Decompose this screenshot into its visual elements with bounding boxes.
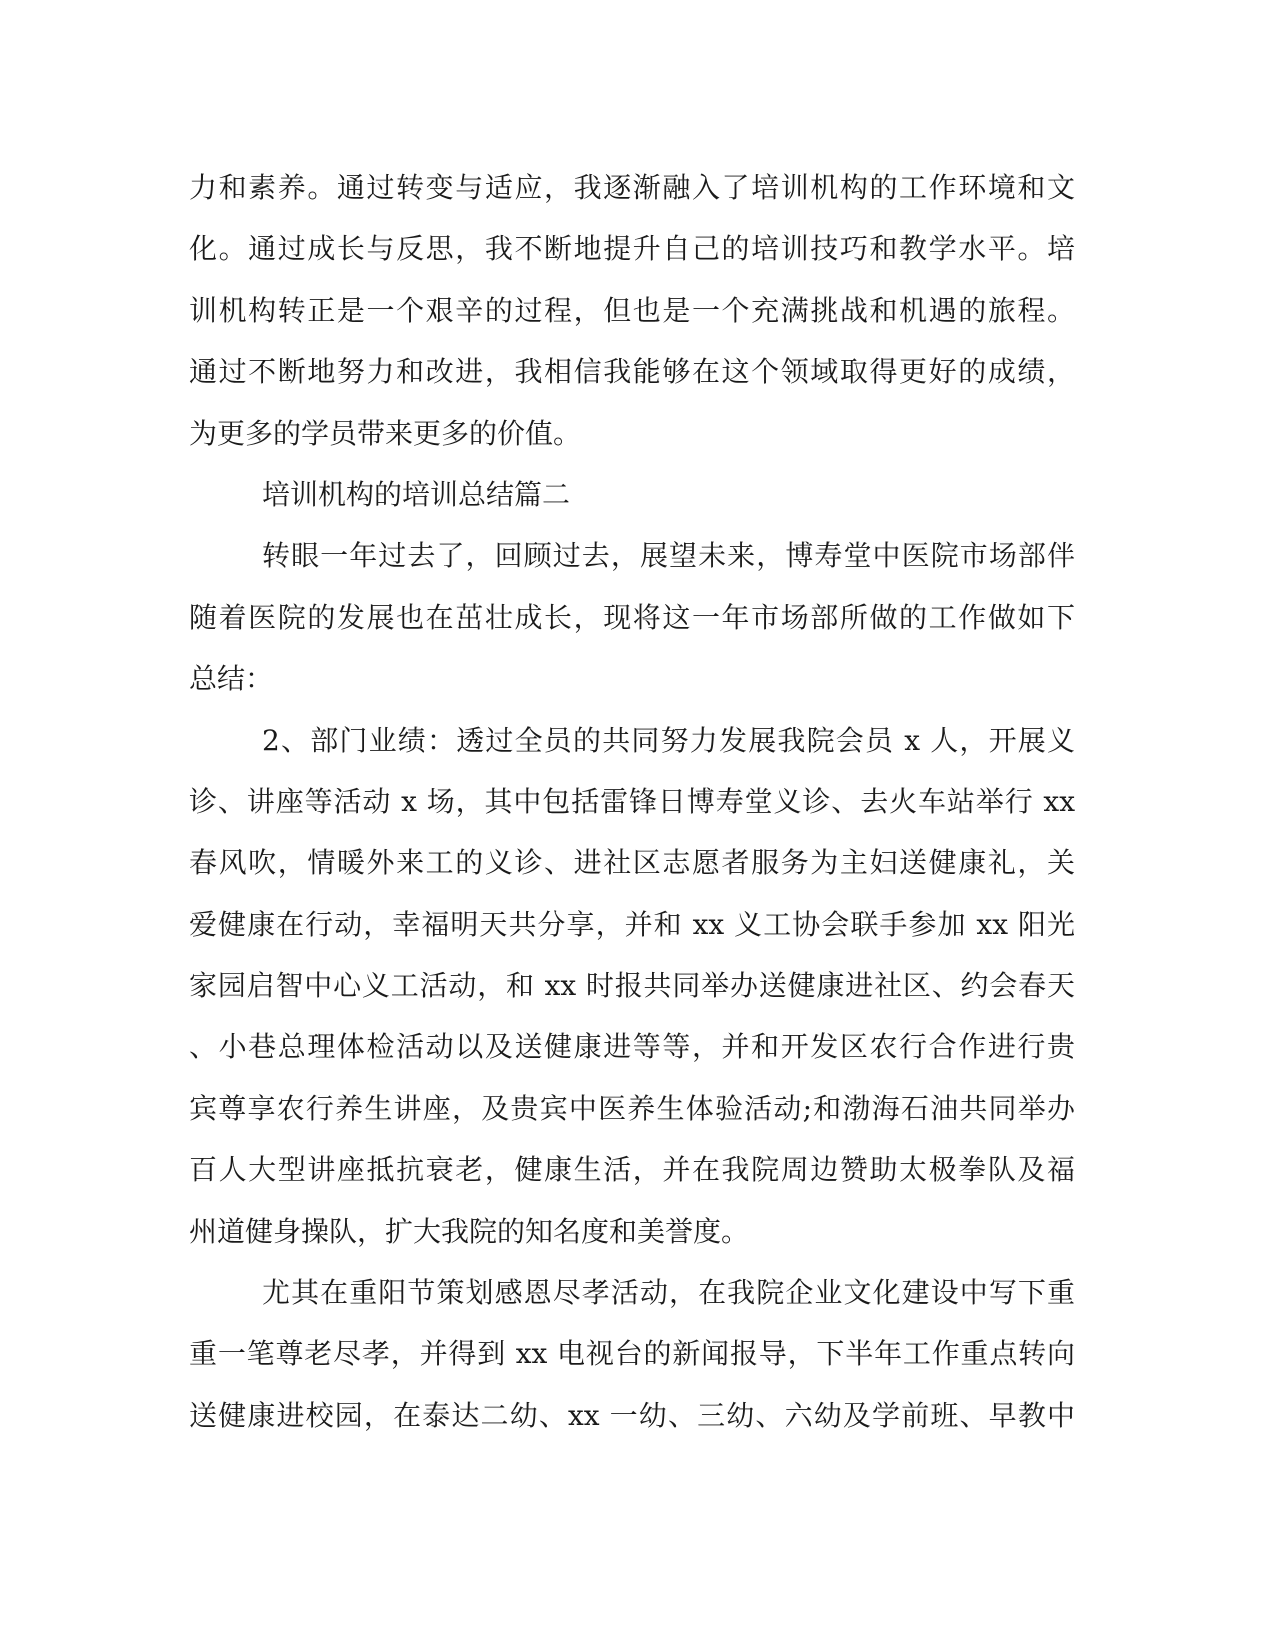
section-heading: 培训机构的培训总结篇二 [262,477,571,511]
text-line: 百人大型讲座抵抗衰老，健康生活，并在我院周边赞助太极拳队及福 [189,1153,1075,1187]
text-line: 宾尊享农行养生讲座，及贵宾中医养生体验活动;和渤海石油共同举办 [189,1091,1075,1125]
text-line: 通过不断地努力和改进，我相信我能够在这个领域取得更好的成绩， [189,355,1075,389]
text-line: 总结： [189,662,274,696]
text-line: 为更多的学员带来更多的价值。 [189,416,582,450]
text-line: 春风吹，情暖外来工的义诊、进社区志愿者服务为主妇送健康礼，关 [189,846,1075,880]
text-line: 尤其在重阳节策划感恩尽孝活动，在我院企业文化建设中写下重 [262,1276,1075,1310]
text-line: 送健康进校园，在泰达二幼、xx 一幼、三幼、六幼及学前班、早教中 [189,1398,1075,1432]
text-line: 化。通过成长与反思，我不断地提升自己的培训技巧和教学水平。培 [189,232,1075,266]
text-line: 重一笔尊老尽孝，并得到 xx 电视台的新闻报导，下半年工作重点转向 [189,1337,1075,1371]
text-line: 家园启智中心义工活动，和 xx 时报共同举办送健康进社区、约会春天 [189,969,1075,1003]
text-line: 2、部门业绩：透过全员的共同努力发展我院会员 x 人，开展义 [262,723,1075,757]
text-line: 爱健康在行动，幸福明天共分享，并和 xx 义工协会联手参加 xx 阳光 [189,907,1075,941]
text-line: 随着医院的发展也在茁壮成长，现将这一年市场部所做的工作做如下 [189,600,1075,634]
text-line: 诊、讲座等活动 x 场，其中包括雷锋日博寿堂义诊、去火车站举行 xx [189,784,1075,818]
text-line: 训机构转正是一个艰辛的过程，但也是一个充满挑战和机遇的旅程。 [189,293,1075,327]
text-line: 州道健身操队，扩大我院的知名度和美誉度。 [189,1214,750,1248]
text-line: 力和素养。通过转变与适应，我逐渐融入了培训机构的工作环境和文 [189,171,1075,204]
text-line: 转眼一年过去了，回顾过去，展望未来，博寿堂中医院市场部伴 [262,539,1075,573]
text-line: 、小巷总理体检活动以及送健康进等等，并和开发区农行合作进行贵 [189,1030,1075,1064]
document-body [189,157,1075,1446]
